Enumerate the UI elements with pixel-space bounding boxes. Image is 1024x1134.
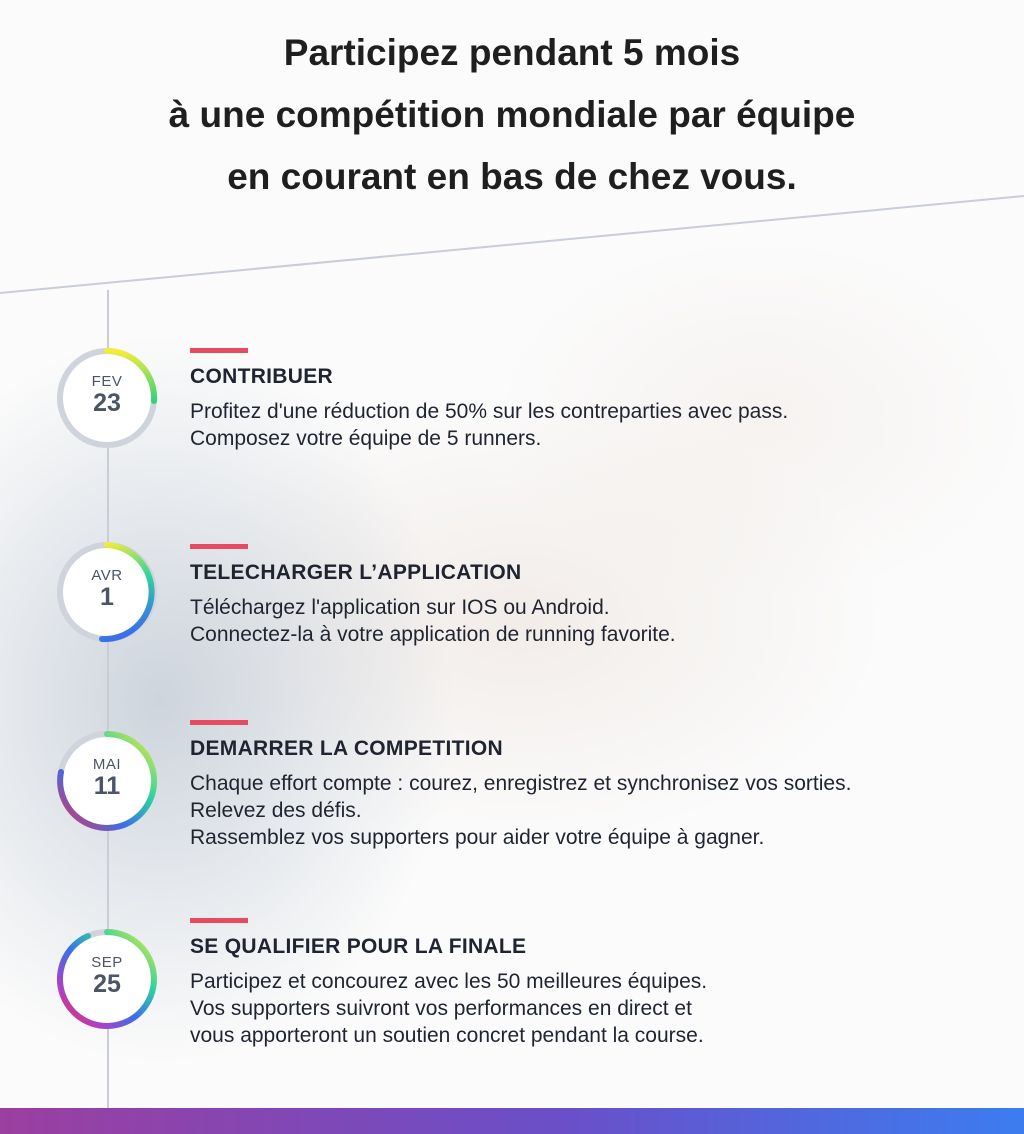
description-line: Vos supporters suivront vos performances en direct et [190,997,692,1020]
accent-bar [190,348,248,353]
step-description [190,770,851,851]
date-badge [54,539,160,645]
step-title: DEMARRER LA COMPETITION [190,737,503,760]
date-month: SEP [91,954,123,971]
date-badge [54,926,160,1032]
date-day: 1 [100,583,114,611]
date-badge [54,345,160,451]
step-title: TELECHARGER L’APPLICATION [190,561,522,584]
step-description [190,398,788,452]
headline [0,22,1024,208]
accent-bar [190,918,248,923]
gradient-footer-bar [0,1108,1024,1134]
date-month: AVR [91,567,123,584]
step-title: SE QUALIFIER POUR LA FINALE [190,935,527,958]
description-line: vous apporteront un soutien concret pendant la course. [190,1024,704,1047]
description-line: Profitez d'une réduction de 50% sur les contreparties avec pass. [190,400,789,423]
date-day: 25 [93,970,121,998]
date-month: MAI [92,756,122,773]
description-line: Participez et concourez avec les 50 meilleures équipes. [190,970,708,993]
description-line: Téléchargez l'application sur IOS ou Android. [190,596,610,619]
description-line: Connectez-la à votre application de running favorite. [190,623,676,646]
step-description [190,594,676,648]
step-title: CONTRIBUER [190,365,333,388]
description-line: Composez votre équipe de 5 runners. [190,427,542,450]
date-day: 11 [93,772,121,800]
description-line: Relevez des défis. [190,799,362,822]
description-line: Chaque effort compte : courez, enregistrez et synchronisez vos sorties. [190,772,852,795]
description-line: Rassemblez vos supporters pour aider votre équipe à gagner. [190,826,765,849]
accent-bar [190,544,248,549]
date-day: 23 [93,389,121,417]
accent-bar [190,720,248,725]
headline-line: à une compétition mondiale par équipe [168,94,856,135]
step-description [190,968,707,1049]
headline-line: en courant en bas de chez vous. [227,156,797,197]
date-badge [54,728,160,834]
date-month: FEV [91,373,123,390]
headline-line: Participez pendant 5 mois [283,32,741,73]
